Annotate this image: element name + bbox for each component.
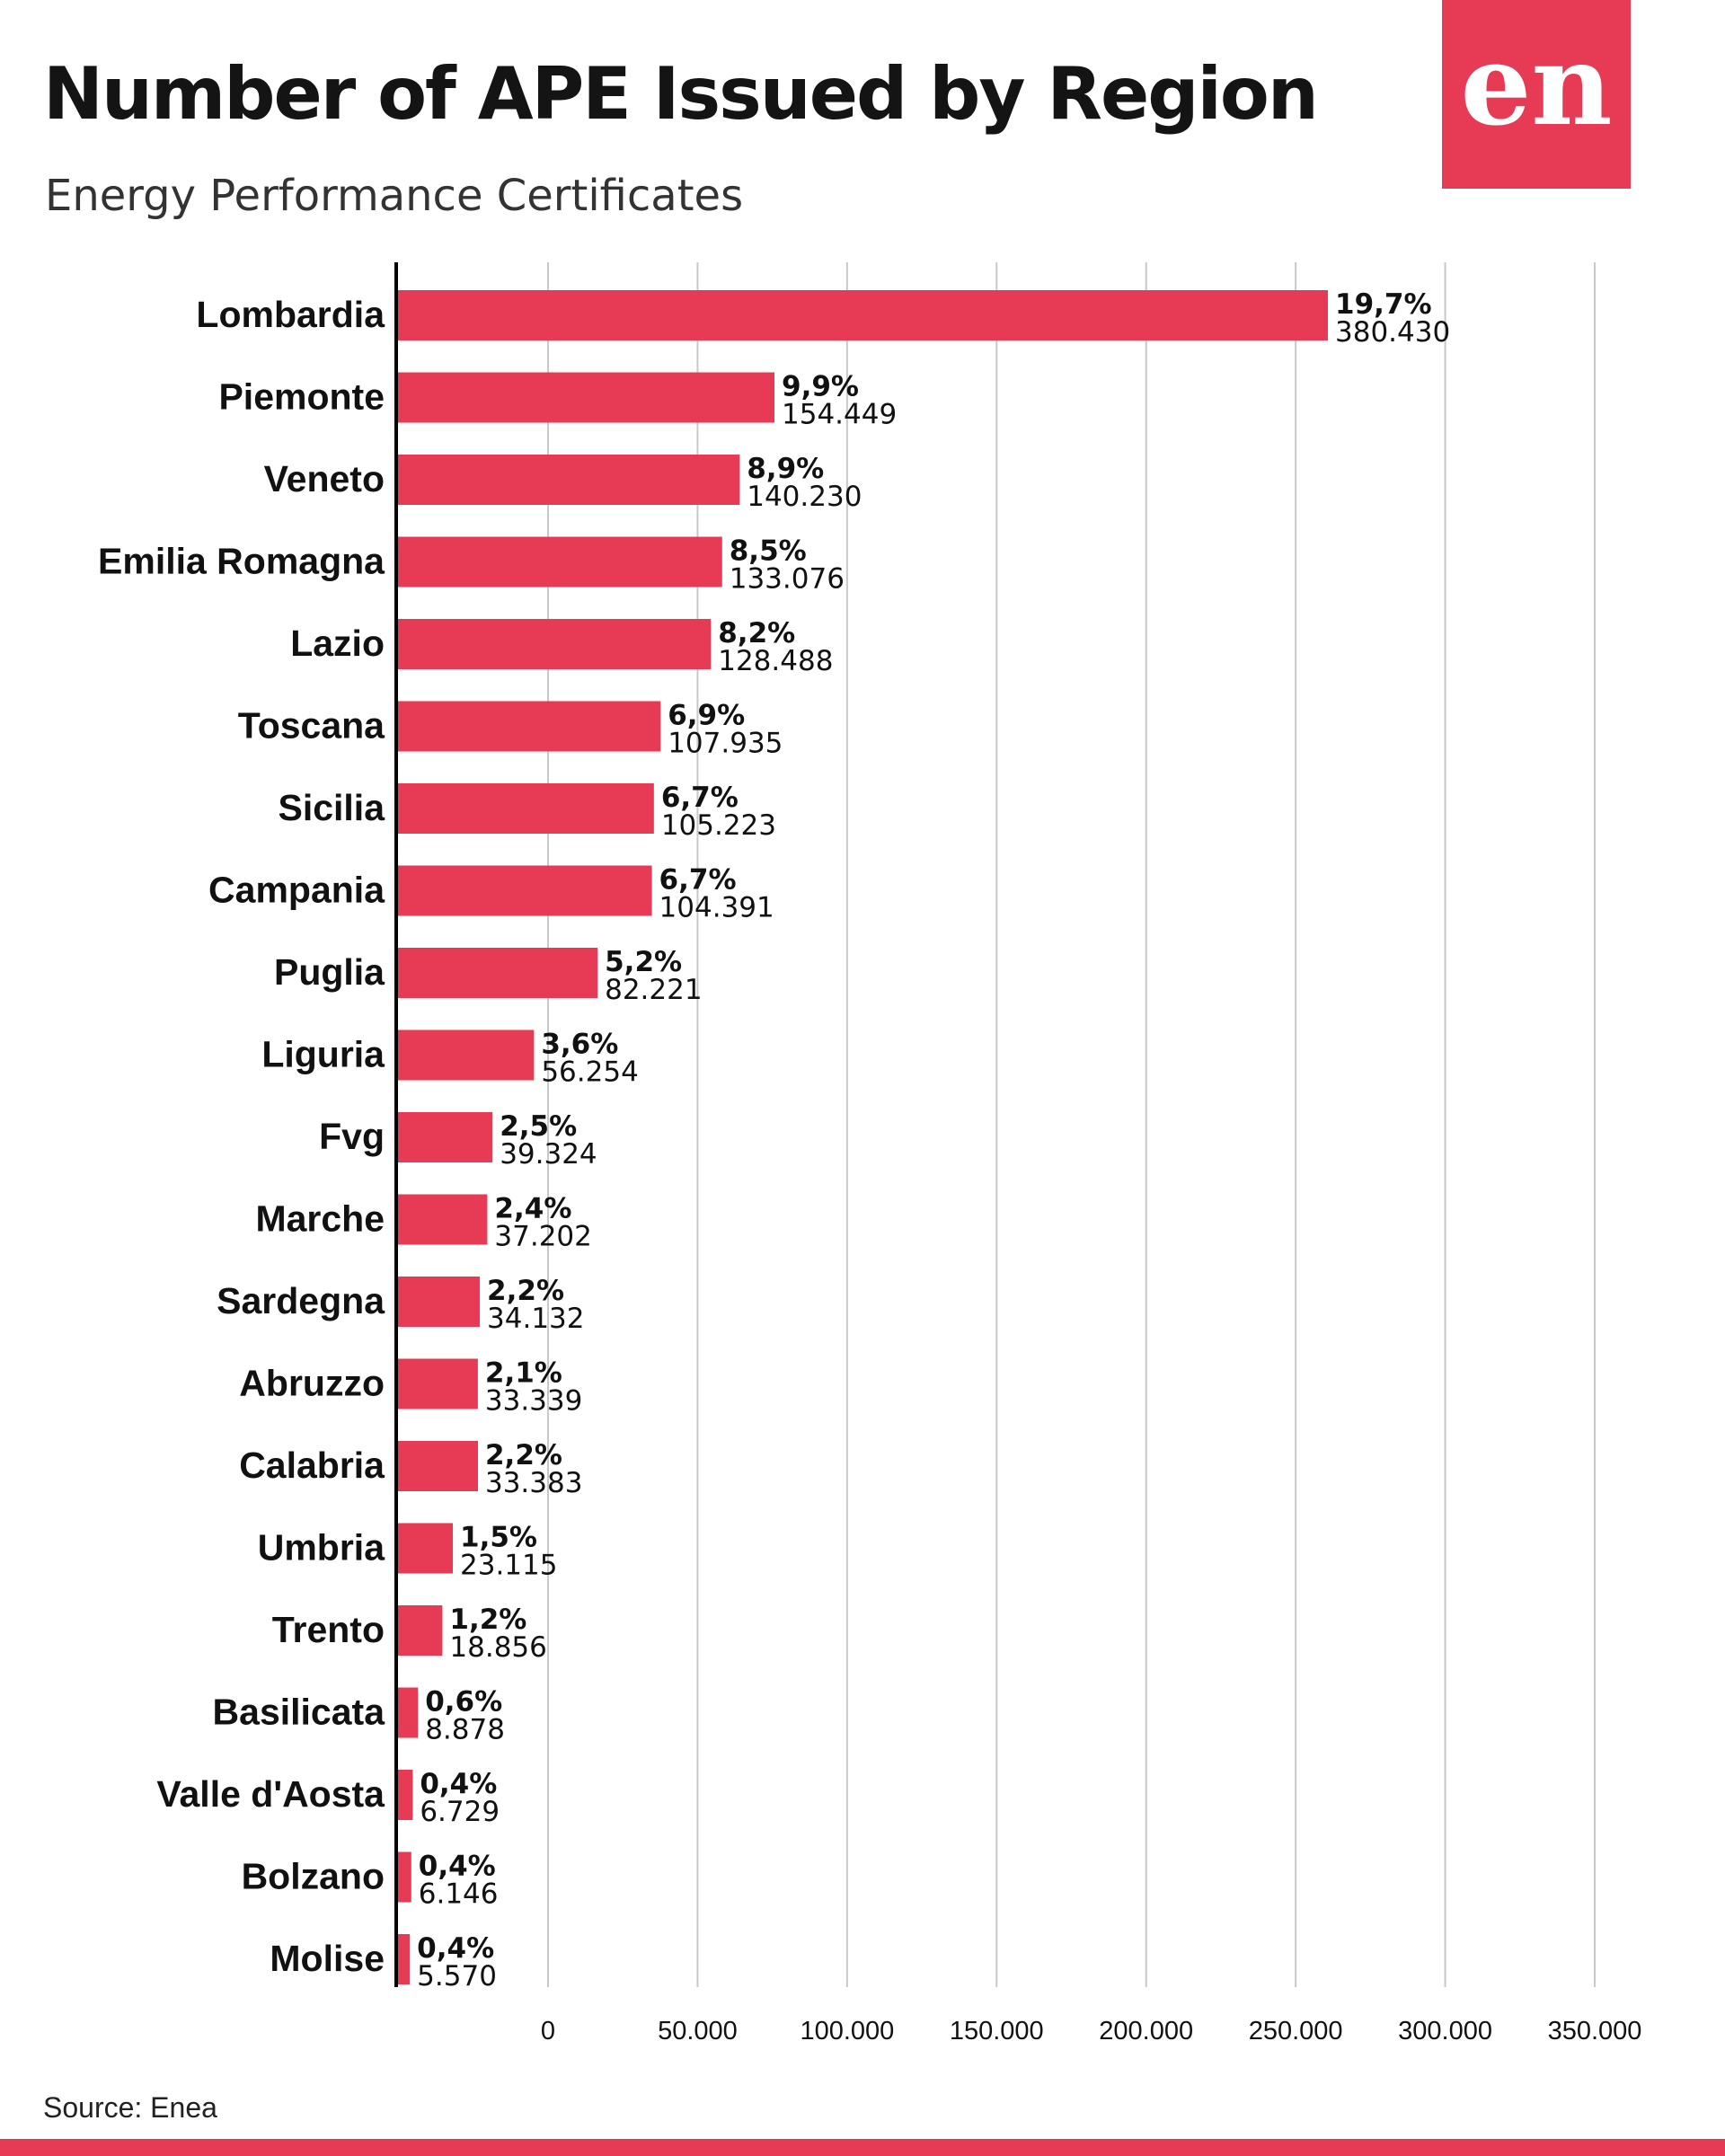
bar [396,866,652,916]
category-label: Emilia Romagna [98,540,385,582]
value-label: 105.223 [660,809,777,842]
value-label: 133.076 [729,562,845,596]
percent-label: 2,5% [500,1110,578,1143]
percent-label: 8,5% [729,535,807,568]
bar [396,290,1328,340]
percent-label: 6,7% [659,863,737,897]
category-label: Sardegna [217,1280,385,1321]
category-label: Campania [208,869,385,911]
percent-label: 9,9% [782,370,859,403]
percent-label: 0,4% [418,1850,496,1883]
x-tick-label: 150.000 [949,2017,1044,2046]
value-label: 23.115 [460,1549,558,1582]
category-label: Calabria [239,1445,385,1486]
percent-label: 3,6% [541,1028,619,1061]
bar [396,702,660,752]
bar [396,455,739,505]
value-label: 8.878 [425,1713,505,1746]
x-tick-label: 200.000 [1099,2017,1194,2046]
bar [396,1359,478,1409]
percent-label: 0,4% [420,1768,498,1800]
value-label: 128.488 [718,645,834,677]
source-note: Source: Enea [43,2091,217,2124]
value-label: 140.230 [747,481,862,513]
value-label: 39.324 [500,1138,597,1171]
x-tick-label: 300.000 [1398,2017,1492,2046]
category-label: Toscana [237,704,385,747]
value-label: 33.383 [484,1467,583,1499]
category-label: Marche [255,1197,385,1240]
x-tick-label: 0 [540,2017,556,2046]
bar [396,1934,410,1984]
category-label: Sicilia [278,787,385,828]
value-label: 154.449 [782,398,898,431]
percent-label: 2,2% [487,1275,565,1307]
value-label: 107.935 [668,727,783,760]
category-label: Piemonte [218,376,385,418]
value-label: 37.202 [494,1220,592,1253]
value-label: 5.570 [417,1960,497,1993]
percent-label: 2,1% [484,1356,562,1390]
category-label: Bolzano [241,1855,385,1897]
x-tick-label: 250.000 [1248,2017,1343,2046]
percent-label: 1,2% [449,1604,527,1636]
value-label: 56.254 [541,1056,639,1089]
bar [396,948,597,998]
value-label: 6.729 [420,1796,500,1828]
value-label: 6.146 [418,1878,499,1911]
percent-label: 19,7% [1335,288,1432,321]
chart-title: Number of APE Issued by Region [43,52,1317,136]
category-label: Abruzzo [239,1362,385,1404]
category-label: Puglia [273,951,385,993]
bar [396,373,774,423]
chart-subtitle: Energy Performance Certificates [45,171,744,221]
category-label: Valle d'Aosta [156,1773,385,1815]
x-tick-label: 350.000 [1547,2017,1642,2046]
percent-label: 8,9% [747,453,825,485]
bar [396,1277,480,1327]
percent-label: 2,2% [484,1439,562,1471]
value-label: 380.430 [1335,316,1451,349]
value-label: 34.132 [487,1303,585,1335]
bar [396,1770,412,1820]
category-label: Trento [271,1609,385,1650]
category-label: Fvg [319,1116,385,1157]
percent-label: 2,4% [494,1192,572,1225]
bar [396,1112,492,1162]
bar [396,1524,453,1574]
bar [396,619,711,669]
x-tick-label: 100.000 [800,2017,895,2046]
bar [396,1030,534,1081]
category-label: Molise [270,1938,385,1979]
category-label: Lombardia [196,294,385,335]
bar [396,1852,411,1903]
bar [396,1441,478,1491]
bar [396,1688,418,1738]
value-label: 33.339 [484,1384,583,1418]
logo-text: en [1460,20,1613,151]
percent-label: 6,9% [668,699,746,732]
percent-label: 6,7% [660,782,739,814]
bar [396,1195,487,1245]
percent-label: 0,4% [417,1932,495,1965]
x-tick-label: 50.000 [658,2017,738,2046]
category-label: Liguria [261,1033,385,1075]
percent-label: 8,2% [718,617,796,649]
percent-label: 5,2% [605,946,683,978]
category-label: Basilicata [212,1691,385,1733]
bar [396,537,722,588]
bar [396,1605,442,1656]
category-label: Lazio [290,623,385,664]
footer-accent-bar [0,2139,1725,2156]
category-label: Veneto [263,458,385,499]
value-label: 18.856 [449,1631,547,1664]
percent-label: 1,5% [460,1521,537,1554]
value-label: 104.391 [659,891,774,924]
percent-label: 0,6% [425,1685,503,1719]
bar [396,783,654,834]
value-label: 82.221 [605,974,703,1006]
category-label: Umbria [257,1526,385,1568]
